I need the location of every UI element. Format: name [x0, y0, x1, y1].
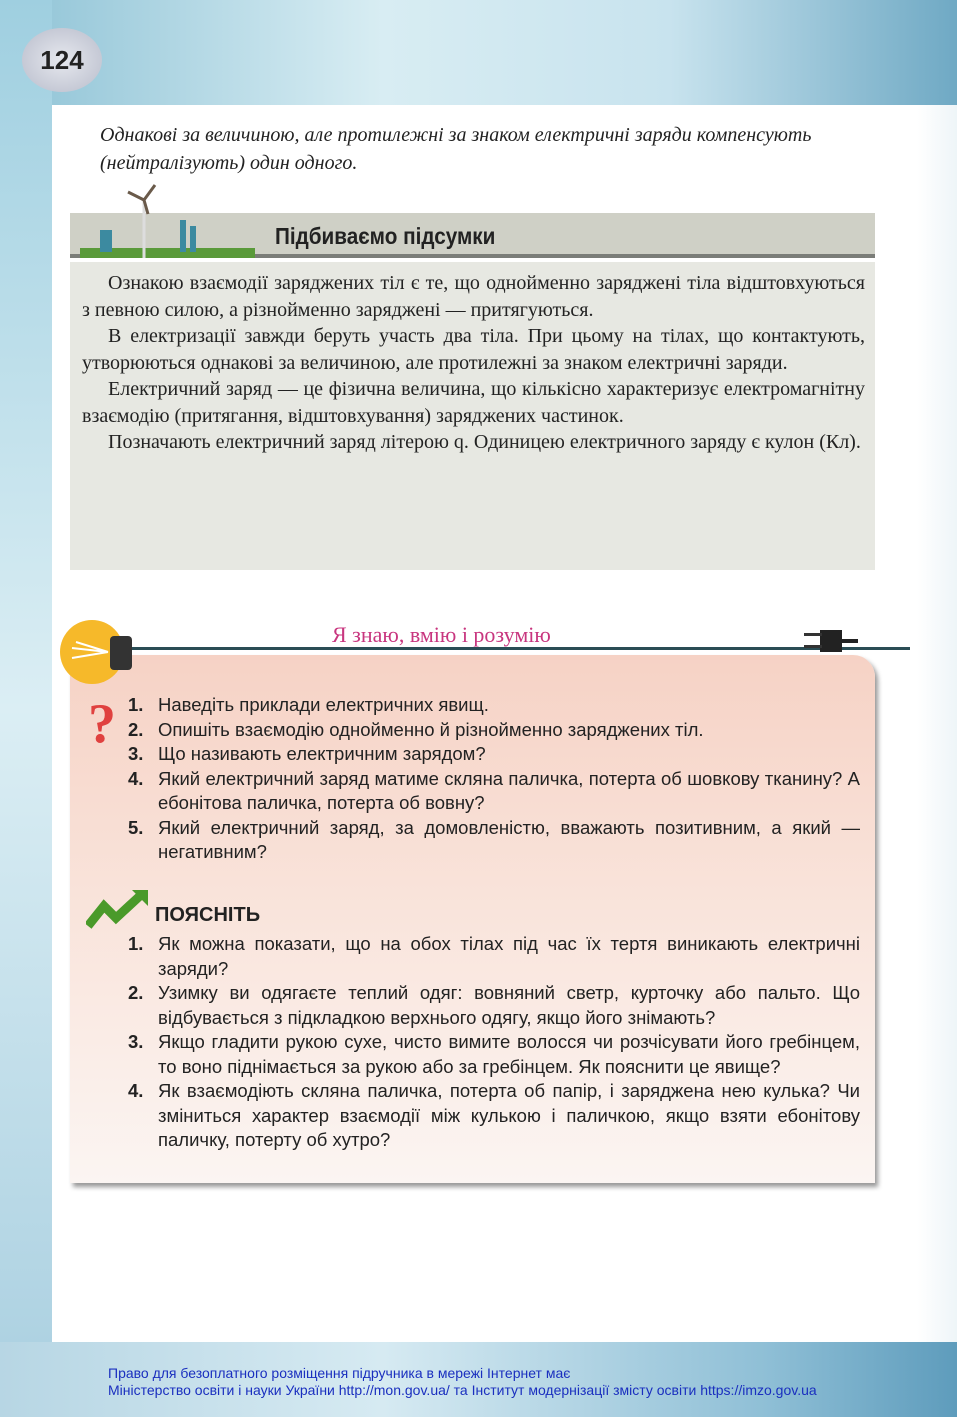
- explain-title: ПОЯСНІТЬ: [155, 904, 261, 926]
- footer-notice: [108, 1365, 817, 1399]
- rule-text: Однакові за величиною, але протилежні за знаком електричні заряди компенсують (нейтралізують) один одного.: [100, 124, 812, 174]
- right-decoration: [917, 105, 957, 1345]
- item-number: 1.: [128, 694, 144, 715]
- item-text: Який електричний заряд, за домовленістю, вважають позитивним, а який — негативним?: [158, 816, 860, 862]
- list-item: [128, 932, 860, 981]
- light-bulb-icon: [58, 618, 138, 693]
- questions-list: [128, 693, 860, 865]
- explain-list: [128, 932, 860, 1153]
- question-mark-icon: ?: [88, 693, 116, 755]
- page-number: 124: [22, 28, 102, 92]
- list-item: [128, 981, 860, 1030]
- item-text: Опишіть взаємодію однойменно й різнойменно заряджених тіл.: [158, 718, 704, 740]
- item-number: 1.: [128, 933, 144, 954]
- item-number: 4.: [128, 767, 144, 789]
- item-text: Якщо гладити рукою сухе, чисто вимите волосся чи розчісувати його гребінцем, то воно піднімається за рукою або за гребінцем. Як пояснити це явище?: [158, 1031, 860, 1077]
- item-number: 4.: [128, 1080, 144, 1101]
- item-text: Узимку ви одягаєте теплий одяг: вовняний светр, курточку або пальто. Що відбувається з підкладкою верхнього одягу, якщо його знімають?: [158, 982, 860, 1028]
- item-number: 3.: [128, 1031, 144, 1052]
- left-decoration: [0, 0, 52, 1417]
- list-item: [128, 1030, 860, 1079]
- footer-line: Право для безоплатного розміщення підручника в мережі Інтернет має: [108, 1365, 571, 1381]
- list-item: [128, 1079, 860, 1153]
- list-item: [128, 816, 860, 865]
- item-number: 2.: [128, 982, 144, 1003]
- summary-paragraph: Електричний заряд — це фізична величина, що кількісно характеризує електромагнітну взаємодію (притягання, відштовхування) заряджених частинок.: [82, 378, 865, 427]
- summary-paragraph: В електризації завжди беруть участь два тіла. При цьому на тілах, що контактують, утворюються однакові за величиною, але протилежні за знаком електричні заряди.: [82, 325, 865, 374]
- wind-turbine-icon: [80, 180, 260, 260]
- plug-icon: [800, 622, 860, 662]
- list-item: [128, 718, 860, 743]
- item-number: 2.: [128, 718, 144, 740]
- questions-title: Я знаю, вмію і розумію: [332, 622, 551, 647]
- item-number: 3.: [128, 743, 144, 764]
- item-text: Який електричний заряд матиме скляна паличка, потерта об шовкову тканину? А ебонітова паличка, потерта об вовну?: [158, 767, 860, 813]
- list-item: [128, 693, 860, 718]
- item-text: Наведіть приклади електричних явищ.: [158, 694, 489, 715]
- list-item: [128, 767, 860, 816]
- summary-body: [70, 262, 875, 570]
- summary-paragraph: Ознакою взаємодії заряджених тіл є те, що однойменно заряджені тіла відштовхуються з певною силою, а різнойменно заряджені — притягуються.: [82, 272, 865, 321]
- summary-paragraph: Позначають електричний заряд літерою q. Одиницею електричного заряду є кулон (Кл).: [108, 431, 861, 453]
- trend-arrow-icon: [86, 888, 150, 930]
- item-number: 5.: [128, 816, 144, 838]
- list-item: [128, 742, 860, 767]
- summary-title: Підбиваємо підсумки: [275, 223, 496, 249]
- item-text: Як можна показати, що на обох тілах під час їх тертя виникають електричні заряди?: [158, 933, 860, 979]
- item-text: Як взаємодіють скляна паличка, потерта об папір, і заряджена нею кулька? Чи зміниться характер взаємодії між кулькою і паличкою, якщо взяти ебонітову паличку, потерту об хутро?: [158, 1080, 860, 1150]
- footer-line: Міністерство освіти і науки України http://mon.gov.ua/ та Інститут модернізації змісту освіти https://imzo.gov.ua: [108, 1382, 817, 1398]
- item-text: Що називають електричним зарядом?: [158, 743, 486, 764]
- header-decoration: [0, 0, 957, 105]
